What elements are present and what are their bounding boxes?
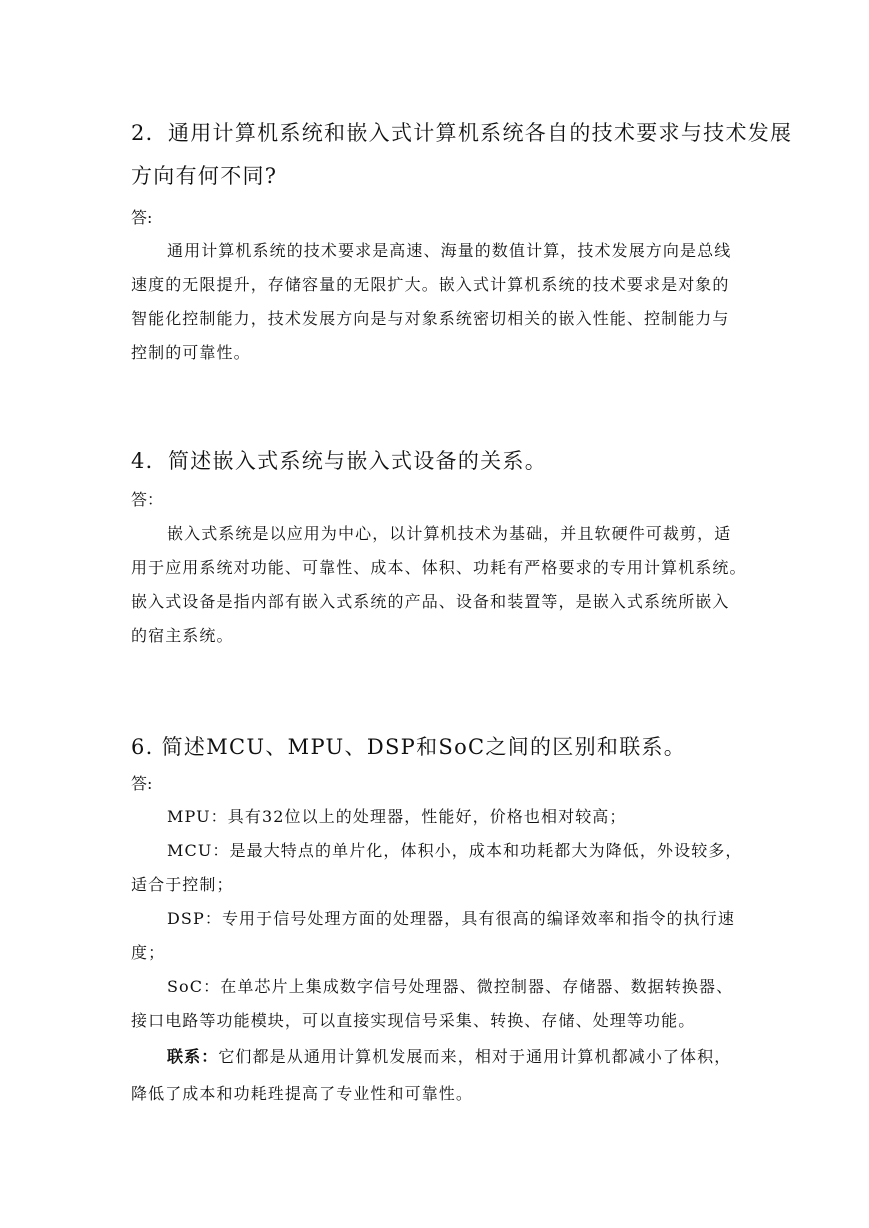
question-6-mcu-line-2: 适合于控制；	[131, 875, 234, 894]
question-2-answer-label: 答:	[131, 208, 153, 227]
question-2-title-line-2: 方向有何不同?	[131, 164, 278, 188]
question-6-soc-line-1: SoC：在单芯片上集成数字信号处理器、微控制器、存储器、数据转换器、	[167, 977, 734, 996]
question-6-answer-label: 答:	[131, 774, 153, 793]
question-4-title: 4．简述嵌入式系统与嵌入式设备的关系。	[131, 449, 548, 473]
question-2-answer-line: 控制的可靠性。	[131, 343, 251, 362]
question-2-answer-line: 速度的无限提升，存储容量的无限扩大。嵌入式计算机系统的技术要求是对象的	[131, 275, 730, 294]
question-2-answer-line: 通用计算机系统的技术要求是高速、海量的数值计算，技术发展方向是总线	[167, 241, 732, 260]
question-6-dsp-line-2: 度；	[131, 943, 166, 962]
question-4-answer-line: 嵌入式设备是指内部有嵌入式系统的产品、设备和装置等，是嵌入式系统所嵌入	[131, 592, 730, 611]
question-4-answer-line: 用于应用系统对功能、可靠性、成本、体积、功耗有严格要求的专用计算机系统。	[131, 558, 747, 577]
question-2-title-line-1: 2．通用计算机系统和嵌入式计算机系统各自的技术要求与技术发展	[131, 121, 793, 145]
question-4-answer-line: 嵌入式系统是以应用为中心，以计算机技术为基础，并且软硬件可裁剪，适	[167, 524, 732, 543]
question-6-relation-line-2: 降低了成本和功耗珄提高了专业性和可靠性。	[131, 1084, 474, 1103]
question-6-relation-line-1	[167, 1044, 731, 1067]
question-6-mpu-line: MPU：具有32位以上的处理器，性能好，价格也相对较高；	[167, 807, 627, 826]
question-6-soc-line-2: 接口电路等功能模块，可以直接实现信号采集、转换、存储、处理等功能。	[131, 1011, 696, 1030]
question-2-answer-line: 智能化控制能力，技术发展方向是与对象系统密切相关的嵌入性能、控制能力与	[131, 309, 730, 328]
question-6-mcu-line-1: MCU：是最大特点的单片化，体积小，成本和功耗都大为降低，外设较多，	[167, 841, 743, 860]
question-4-answer-label: 答：	[131, 490, 164, 509]
question-6-dsp-line-1: DSP：专用于信号处理方面的处理器，具有很高的编译效率和指令的执行速	[167, 909, 735, 928]
relation-label: 联系：	[167, 1047, 219, 1066]
question-4-answer-line: 的宿主系统。	[131, 626, 234, 645]
question-6-title: 6. 简述MCU、MPU、DSP和SoC之间的区别和联系。	[131, 735, 687, 759]
relation-text: 它们都是从通用计算机发展而来，相对于通用计算机都减小了体积，	[218, 1047, 732, 1066]
